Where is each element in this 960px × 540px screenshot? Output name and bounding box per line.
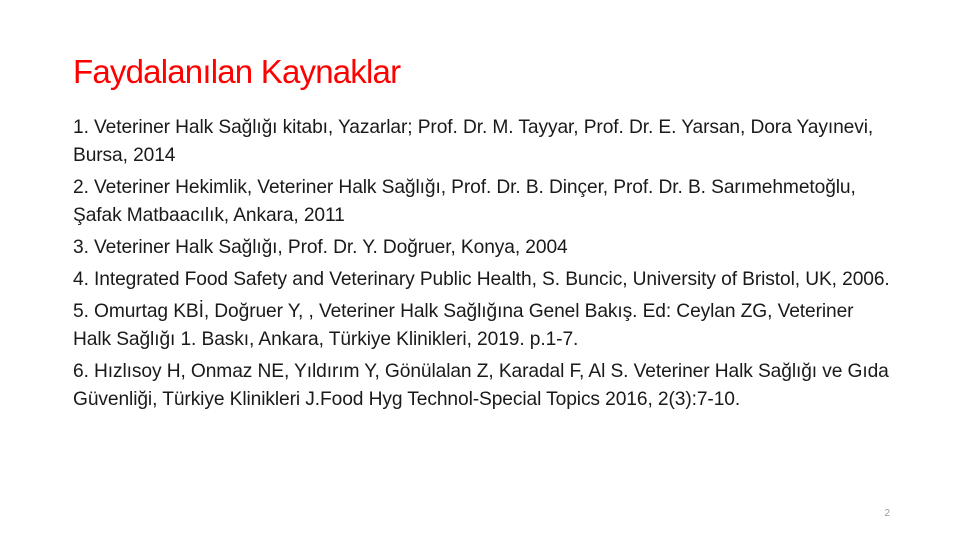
reference-list xyxy=(73,114,893,418)
reference-item: 6. Hızlısoy H, Onmaz NE, Yıldırım Y, Gönülalan Z, Karadal F, Al S. Veteriner Halk Sağlığı ve Gıda Güvenliği, Türkiye Klinikleri J.Food Hyg Technol-Special Topics 2016, 2(3):7-10. xyxy=(73,361,889,410)
reference-item: 5. Omurtag KBİ, Doğruer Y, , Veteriner Halk Sağlığına Genel Bakış. Ed: Ceylan ZG, Veteriner Halk Sağlığı 1. Baskı, Ankara, Türkiye Klinikleri, 2019. p.1-7. xyxy=(73,301,854,350)
reference-item: 1. Veteriner Halk Sağlığı kitabı, Yazarlar; Prof. Dr. M. Tayyar, Prof. Dr. E. Yarsan, Dora Yayınevi, Bursa, 2014 xyxy=(73,117,874,166)
reference-item: 3. Veteriner Halk Sağlığı, Prof. Dr. Y. Doğruer, Konya, 2004 xyxy=(73,237,568,258)
reference-item: 2. Veteriner Hekimlik, Veteriner Halk Sağlığı, Prof. Dr. B. Dinçer, Prof. Dr. B. Sarımehmetoğlu, Şafak Matbaacılık, Ankara, 2011 xyxy=(73,177,856,226)
reference-item: 4. Integrated Food Safety and Veterinary Public Health, S. Buncic, University of Bristol, UK, 2006. xyxy=(73,269,890,290)
page-number: 2 xyxy=(884,508,890,519)
slide-title: Faydalanılan Kaynaklar xyxy=(73,53,401,90)
